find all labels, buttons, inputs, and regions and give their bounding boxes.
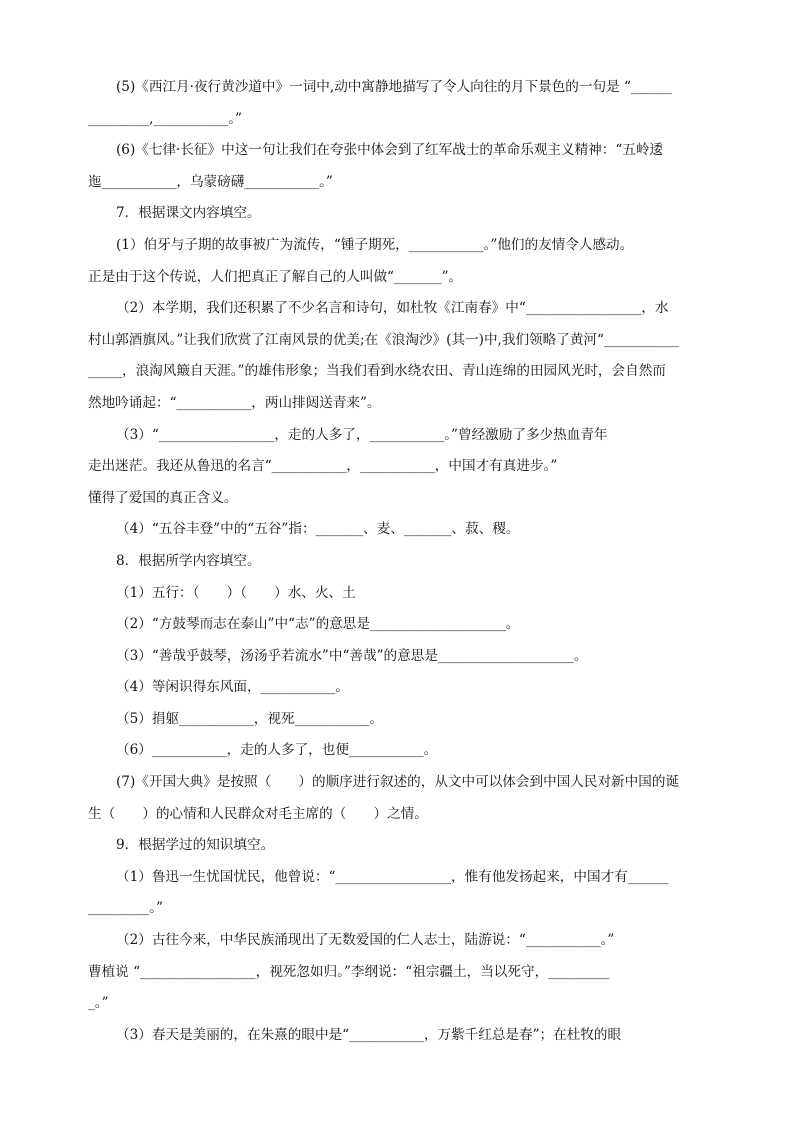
text-line: （1）鲁迅一生忧国忧民，他曾说：“_________________，惟有他发扬起来，中国才有______ [116,868,669,885]
text-line: 村山郭酒旗风。”让我们欣赏了江南风景的优美;在《浪淘沙》(其一)中,我们领略了黄河“___________ [88,331,679,348]
text-line: （3）春天是美丽的，在朱熹的眼中是“___________，万紫千红总是春”；在杜牧的眼 [116,1026,622,1043]
text-line: 9．根据学过的知识填空。 [116,837,275,854]
text-line: 生（ ）的心情和人民群众对毛主席的（ ）之情。 [88,805,428,822]
text-line: （1）五行：（ ）（ ）水、火、土 [116,584,356,601]
text-line: 曹植说 “_________________，视死忽如归。”李纲说：“祖宗疆土，当以死守，_________ [88,963,610,980]
text-line: 走出迷茫。我还从鲁迅的名言“___________，___________，中国才有真进步。” [88,458,558,475]
text-line: （4）等闲识得东风面，___________。 [116,679,349,696]
text-line: _________。” [88,900,163,917]
worksheet-page [88,72,708,1051]
text-line: 懂得了爱国的真正含义。 [88,489,238,506]
text-line: 7．根据课文内容填空。 [116,205,261,222]
text-line: （3）“善哉乎鼓琴，汤汤乎若流水”中“善哉”的意思是____________________。 [116,647,588,664]
text-line: 然地吟诵起：“___________，两山排闼送青来”。 [88,394,381,411]
text-line: 8．根据所学内容填空。 [116,552,261,569]
text-line: （5）捐躯___________，视死___________。 [116,710,383,727]
text-line: _________,___________。” [88,110,243,127]
text-line: (7)《开国大典》是按照（ ）的顺序进行叙述的，从文中可以体会到中国人民对新中国的诞 [116,774,680,791]
text-line: （6）___________，走的人多了，也便___________。 [116,742,438,759]
text-line: 正是由于这个传说，人们把真正了解自己的人叫做“_______”。 [88,268,463,285]
text-line: （4）“五谷丰登”中的“五谷”指：_______、麦、_______、菽、稷。 [116,521,520,538]
worksheet-lines [88,72,708,1051]
text-line: (1）伯牙与子期的故事被广为流传，“锺子期死，___________。”他们的友情令人感动。 [116,236,634,253]
text-line: _____，浪淘风簸自天涯。”的雄伟形象；当我们看到水绕农田、青山连绵的田园风光时，会自然而 [88,363,666,380]
text-line: (5)《西江月·夜行黄沙道中》一词中,动中寓静地描写了令人向往的月下景色的一句是 “______ [116,79,672,95]
text-line: （3）“_________________，走的人多了，___________。”曾经激励了多少热血青年 [116,426,608,443]
text-line: （2）本学期，我们还积累了不少名言和诗句，如杜牧《江南春》中“_________________，水 [116,300,669,317]
text-line: (6)《七律·长征》中这一句让我们在夸张中体会到了红军战士的革命乐观主义精神：“五岭逶 [116,142,664,159]
text-line: _。” [88,995,109,1012]
text-line: 迤___________，乌蒙磅礴___________。” [88,173,333,190]
text-line: （2）“方鼓琴而志在泰山”中“志”的意思是____________________。 [116,616,520,633]
text-line: （2）古往今来，中华民族涌现出了无数爱国的仁人志士，陆游说：“___________。” [116,932,615,949]
